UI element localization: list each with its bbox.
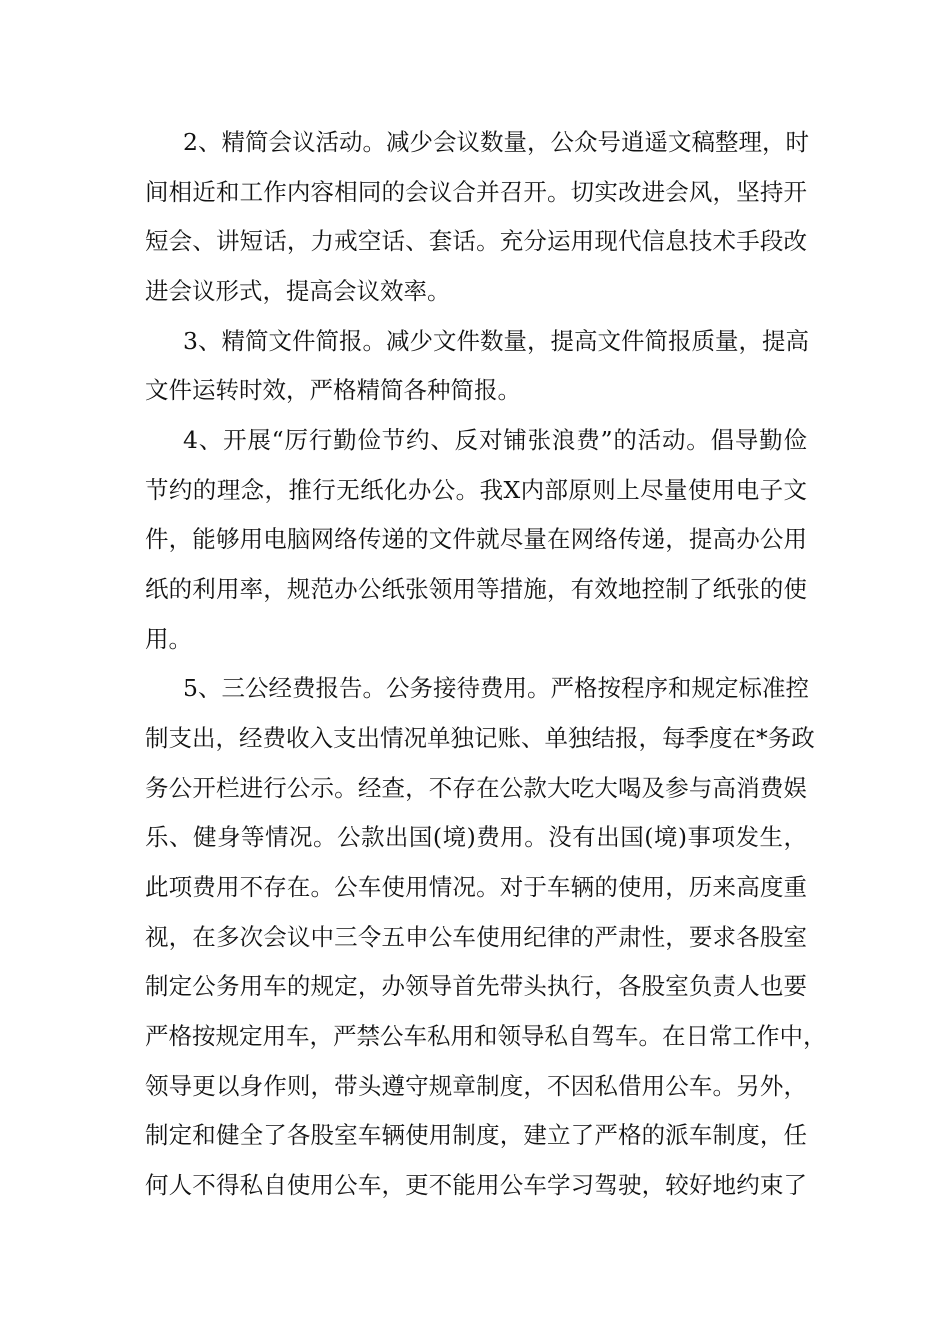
text-line: 节约的理念，推行无纸化办公。我X内部原则上尽量使用电子文 <box>145 475 807 504</box>
text-line: 4、开展“厉行勤俭节约、反对铺张浪费”的活动。倡导勤俭 <box>183 426 807 455</box>
text-line: 间相近和工作内容相同的会议合并召开。切实改进会风，坚持开 <box>145 177 807 206</box>
text-line: 此项费用不存在。公车使用情况。对于车辆的使用，历来高度重 <box>145 873 807 902</box>
text-line: 制支出，经费收入支出情况单独记账、单独结报，每季度在*务政 <box>145 724 815 753</box>
text-line: 乐、健身等情况。公款出国(境)费用。没有出国(境)事项发生， <box>145 823 807 852</box>
text-line: 短会、讲短话，力戒空话、套话。充分运用现代信息技术手段改 <box>145 227 807 256</box>
text-line: 何人不得私自使用公车，更不能用公车学习驾驶，较好地约束了 <box>145 1171 807 1200</box>
text-line: 件，能够用电脑网络传递的文件就尽量在网络传递，提高办公用 <box>145 525 807 554</box>
text-line: 用。 <box>145 624 192 653</box>
text-line: 制定和健全了各股室车辆使用制度，建立了严格的派车制度，任 <box>145 1121 807 1150</box>
text-line: 制定公务用车的规定，办领导首先带头执行，各股室负责人也要 <box>145 972 807 1001</box>
text-line: 文件运转时效，严格精简各种简报。 <box>145 376 521 405</box>
text-line: 严格按规定用车，严禁公车私用和领导私自驾车。在日常工作中， <box>145 1022 827 1051</box>
text-line: 3、精简文件简报。减少文件数量，提高文件简报质量，提高 <box>183 326 809 355</box>
text-line: 5、三公经费报告。公务接待费用。严格按程序和规定标准控 <box>183 674 809 703</box>
text-line: 纸的利用率，规范办公纸张领用等措施，有效地控制了纸张的使 <box>145 575 807 604</box>
text-line: 视，在多次会议中三令五申公车使用纪律的严肃性，要求各股室 <box>145 922 807 951</box>
text-line: 务公开栏进行公示。经查，不存在公款大吃大喝及参与高消费娱 <box>145 773 807 802</box>
text-line: 进会议形式，提高会议效率。 <box>145 277 451 305</box>
text-line: 2、精简会议活动。减少会议数量，公众号逍遥文稿整理，时 <box>183 128 809 156</box>
text-line: 领导更以身作则，带头遵守规章制度，不因私借用公车。另外， <box>145 1071 807 1100</box>
